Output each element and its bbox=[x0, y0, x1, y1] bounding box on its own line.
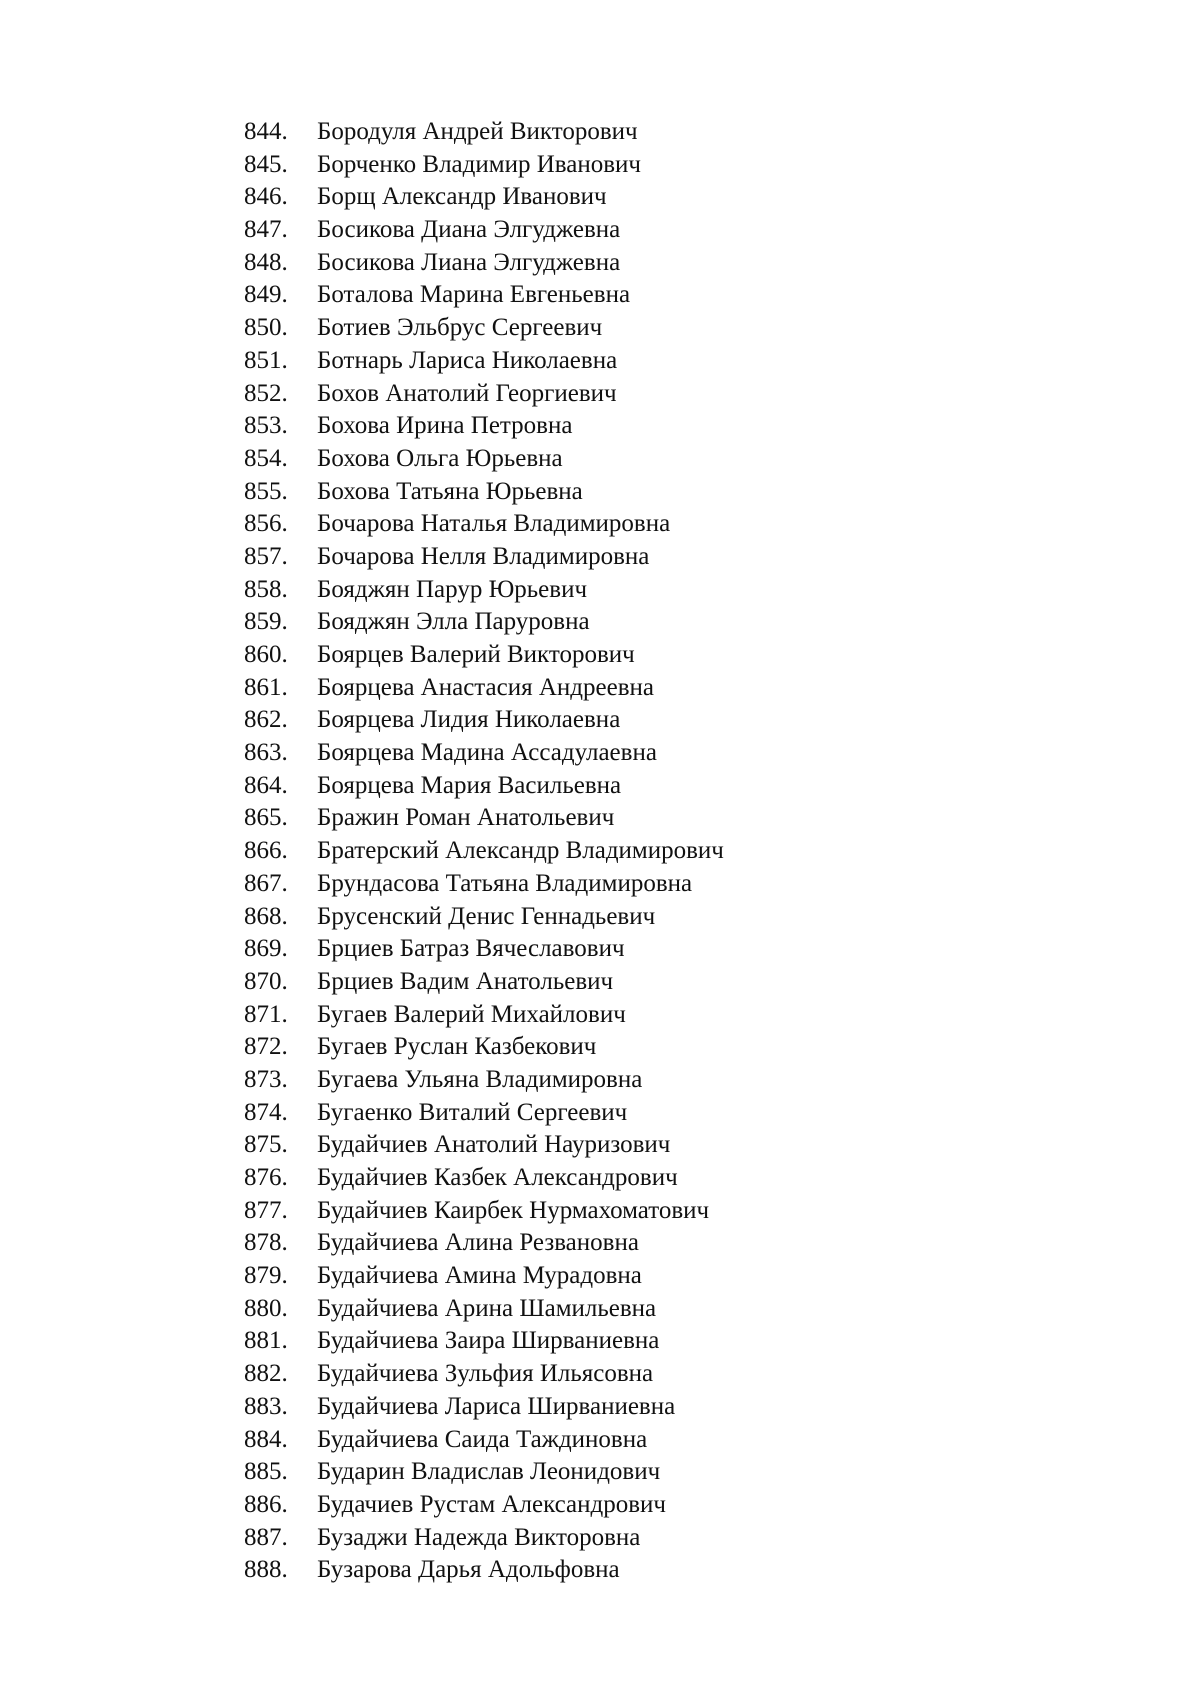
entry-number: 845. bbox=[244, 150, 288, 178]
entry-number: 882. bbox=[244, 1360, 288, 1388]
list-item bbox=[244, 1424, 1004, 1457]
entry-name: Борщ Александр Иванович bbox=[317, 183, 607, 211]
entry-number: 865. bbox=[244, 804, 288, 832]
list-item bbox=[244, 312, 1004, 345]
list-item bbox=[244, 966, 1004, 999]
entry-name: Будайчиева Заира Ширваниевна bbox=[317, 1327, 660, 1355]
entry-number: 888. bbox=[244, 1556, 288, 1584]
entry-number: 863. bbox=[244, 739, 288, 767]
entry-number: 850. bbox=[244, 314, 288, 342]
entry-number: 876. bbox=[244, 1164, 288, 1191]
entry-name: Будайчиева Арина Шамильевна bbox=[317, 1294, 657, 1322]
entry-number: 855. bbox=[244, 477, 288, 505]
entry-number: 853. bbox=[244, 412, 288, 440]
list-item bbox=[244, 1129, 1004, 1162]
list-item bbox=[244, 606, 1004, 639]
list-item bbox=[244, 1522, 1004, 1555]
list-item bbox=[244, 704, 1004, 737]
list-item bbox=[244, 116, 1004, 149]
entry-number: 883. bbox=[244, 1392, 288, 1420]
entry-name: Босикова Лиана Элгуджевна bbox=[317, 248, 621, 276]
entry-number: 867. bbox=[244, 869, 288, 897]
entry-number: 873. bbox=[244, 1065, 288, 1093]
entry-name: Будайчиев Казбек Александрович bbox=[317, 1164, 678, 1191]
entry-name: Братерский Александр Владимирович bbox=[317, 837, 724, 865]
entry-name: Бохов Анатолий Георгиевич bbox=[317, 379, 617, 407]
entry-name: Бохова Ирина Петровна bbox=[317, 412, 573, 440]
entry-number: 861. bbox=[244, 673, 288, 701]
entry-number: 866. bbox=[244, 837, 288, 865]
entry-number: 844. bbox=[244, 118, 288, 145]
entry-name: Босикова Диана Элгуджевна bbox=[317, 216, 621, 244]
entry-name: Бугаев Руслан Казбекович bbox=[317, 1033, 597, 1061]
entry-number: 879. bbox=[244, 1262, 288, 1290]
list-item bbox=[244, 999, 1004, 1032]
entry-number: 872. bbox=[244, 1033, 288, 1061]
list-item bbox=[244, 443, 1004, 476]
entry-name: Брциев Вадим Анатольевич bbox=[317, 967, 614, 995]
entry-number: 877. bbox=[244, 1196, 288, 1224]
list-item bbox=[244, 1554, 1004, 1587]
list-item bbox=[244, 1358, 1004, 1391]
list-item bbox=[244, 1195, 1004, 1228]
entry-number: 857. bbox=[244, 542, 288, 570]
list-item bbox=[244, 639, 1004, 672]
list-item bbox=[244, 1260, 1004, 1293]
entry-name: Бочарова Нелля Владимировна bbox=[317, 542, 650, 570]
list-item bbox=[244, 149, 1004, 182]
entry-name: Бражин Роман Анатольевич bbox=[317, 804, 615, 832]
entry-number: 849. bbox=[244, 281, 288, 309]
entry-name: Боярцева Мадина Ассадулаевна bbox=[317, 739, 657, 767]
list-item bbox=[244, 378, 1004, 411]
list-item bbox=[244, 1456, 1004, 1489]
entry-name: Бузаджи Надежда Викторовна bbox=[317, 1523, 641, 1551]
entry-number: 878. bbox=[244, 1229, 288, 1257]
entry-name: Боярцева Лидия Николаевна bbox=[317, 706, 621, 734]
list-item bbox=[244, 181, 1004, 214]
entry-number: 868. bbox=[244, 902, 288, 930]
list-item bbox=[244, 1325, 1004, 1358]
entry-number: 887. bbox=[244, 1523, 288, 1551]
list-item bbox=[244, 1227, 1004, 1260]
entry-name: Бородуля Андрей Викторович bbox=[317, 118, 638, 145]
entry-number: 884. bbox=[244, 1425, 288, 1453]
entry-number: 886. bbox=[244, 1490, 288, 1518]
entry-name: Бояджян Элла Паруровна bbox=[317, 608, 590, 636]
list-item bbox=[244, 279, 1004, 312]
entry-number: 874. bbox=[244, 1098, 288, 1126]
list-item bbox=[244, 933, 1004, 966]
list-item bbox=[244, 802, 1004, 835]
entry-number: 852. bbox=[244, 379, 288, 407]
entry-name: Бударин Владислав Леонидович bbox=[317, 1458, 661, 1486]
list-item bbox=[244, 541, 1004, 574]
entry-name: Бугаева Ульяна Владимировна bbox=[317, 1065, 643, 1093]
list-item bbox=[244, 1097, 1004, 1130]
list-item bbox=[244, 737, 1004, 770]
entry-number: 881. bbox=[244, 1327, 288, 1355]
entry-number: 854. bbox=[244, 444, 288, 472]
list-item bbox=[244, 508, 1004, 541]
list-item bbox=[244, 476, 1004, 509]
list-item bbox=[244, 868, 1004, 901]
entry-name: Боталова Марина Евгеньевна bbox=[317, 281, 631, 309]
entry-name: Будайчиева Алина Резвановна bbox=[317, 1229, 639, 1257]
name-list bbox=[244, 116, 1004, 1587]
entry-number: 851. bbox=[244, 346, 288, 374]
entry-name: Бояджян Парур Юрьевич bbox=[317, 575, 588, 603]
list-item bbox=[244, 247, 1004, 280]
entry-number: 846. bbox=[244, 183, 288, 211]
list-item bbox=[244, 1293, 1004, 1326]
list-item bbox=[244, 345, 1004, 378]
entry-name: Будайчиева Саида Таждиновна bbox=[317, 1425, 648, 1453]
entry-number: 885. bbox=[244, 1458, 288, 1486]
entry-name: Бочарова Наталья Владимировна bbox=[317, 510, 671, 538]
entry-number: 864. bbox=[244, 771, 288, 799]
list-item bbox=[244, 1064, 1004, 1097]
entry-number: 858. bbox=[244, 575, 288, 603]
entry-number: 847. bbox=[244, 216, 288, 244]
entry-name: Бохова Ольга Юрьевна bbox=[317, 444, 563, 472]
entry-name: Боярцева Анастасия Андреевна bbox=[317, 673, 654, 701]
entry-number: 880. bbox=[244, 1294, 288, 1322]
entry-number: 870. bbox=[244, 967, 288, 995]
entry-number: 848. bbox=[244, 248, 288, 276]
entry-name: Будачиев Рустам Александрович bbox=[317, 1490, 666, 1518]
entry-name: Бугаенко Виталий Сергеевич bbox=[317, 1098, 628, 1126]
entry-number: 869. bbox=[244, 935, 288, 963]
entry-name: Боярцев Валерий Викторович bbox=[317, 641, 635, 668]
list-item bbox=[244, 214, 1004, 247]
entry-name: Будайчиев Анатолий Науризович bbox=[317, 1131, 671, 1159]
entry-name: Будайчиев Каирбек Нурмахоматович bbox=[317, 1196, 710, 1224]
entry-name: Борченко Владимир Иванович bbox=[317, 150, 641, 178]
entry-name: Будайчиева Зульфия Ильясовна bbox=[317, 1360, 654, 1388]
entry-number: 856. bbox=[244, 510, 288, 538]
entry-name: Бугаев Валерий Михайлович bbox=[317, 1000, 626, 1028]
list-item bbox=[244, 901, 1004, 934]
entry-name: Брциев Батраз Вячеславович bbox=[317, 935, 625, 963]
list-item bbox=[244, 410, 1004, 443]
entry-number: 871. bbox=[244, 1000, 288, 1028]
entry-name: Бузарова Дарья Адольфовна bbox=[317, 1556, 620, 1584]
list-item bbox=[244, 1391, 1004, 1424]
list-item bbox=[244, 1162, 1004, 1195]
entry-name: Брусенский Денис Геннадьевич bbox=[317, 902, 656, 930]
list-item bbox=[244, 672, 1004, 705]
list-item bbox=[244, 835, 1004, 868]
entry-number: 859. bbox=[244, 608, 288, 636]
entry-name: Бохова Татьяна Юрьевна bbox=[317, 477, 583, 505]
entry-number: 860. bbox=[244, 641, 288, 668]
entry-number: 875. bbox=[244, 1131, 288, 1159]
list-item bbox=[244, 574, 1004, 607]
entry-name: Боярцева Мария Васильевна bbox=[317, 771, 622, 799]
entry-name: Брундасова Татьяна Владимировна bbox=[317, 869, 693, 897]
list-item bbox=[244, 1031, 1004, 1064]
entry-name: Будайчиева Амина Мурадовна bbox=[317, 1262, 642, 1290]
list-item bbox=[244, 1489, 1004, 1522]
entry-name: Ботиев Эльбрус Сергеевич bbox=[317, 314, 603, 342]
entry-number: 862. bbox=[244, 706, 288, 734]
entry-name: Ботнарь Лариса Николаевна bbox=[317, 346, 618, 374]
entry-name: Будайчиева Лариса Ширваниевна bbox=[317, 1392, 676, 1420]
list-item bbox=[244, 770, 1004, 803]
